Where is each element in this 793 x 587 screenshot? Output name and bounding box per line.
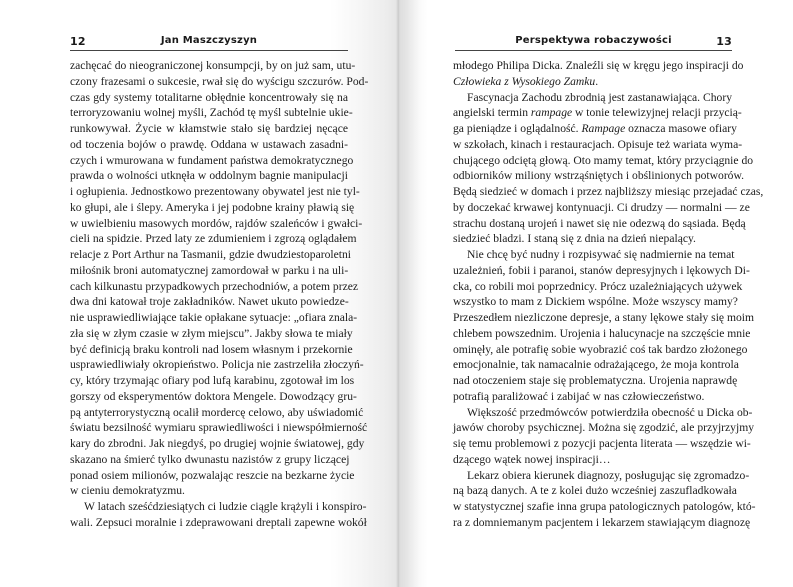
text-line: gorszy od eksperymentów doktora Mengele. Dowodzący gru- [70, 389, 357, 403]
text-line: wali. Zepsuci moralnie i zdeprawowani dreptali zapewne wokół [70, 515, 367, 529]
text-line: czas gdy systemy totalitarne obłędnie koncentrowały się na [70, 90, 348, 104]
chapter-title: Perspektywa robaczywości [515, 35, 672, 46]
text-line: emocjonalnie, tak namacalnie odrażającego, że moja kontrola [453, 358, 739, 372]
page-number: 12 [70, 35, 86, 48]
text-line: w szkołach, kinach i restauracjach. Opisuje też wariata wyma- [453, 137, 743, 151]
author-name: Jan Maszczyszyn [160, 35, 258, 46]
text-line: Fascynacja Zachodu zbrodnią jest zastanawiająca. Chory [467, 90, 732, 104]
page-number: 13 [716, 35, 732, 48]
right-page [398, 0, 793, 587]
punctuation: . [595, 74, 599, 88]
text-segment: w tonie telewizyjnej relacji przycią- [572, 106, 742, 120]
text-line: uzależnień, fobii i paranoi, stanów depresyjnych i lękowych Di- [453, 263, 750, 277]
text-line: czony frazesami o sukcesie, rwał się do wyścigu szczurów. Pod- [70, 74, 369, 88]
text-line: i ogłupienia. Jednostkowo prezentowany obywatel jest nie tyl- [70, 185, 360, 198]
text-line: Będą siedzieć w domach i przez najbliższy miesiąc przejadać czas, [453, 185, 764, 198]
text-line: ominęły, ale potrafię sobie wyobrazić coś tak bardzo złożonego [453, 342, 748, 356]
text-line: potrafią paraliżować i zabijać w nas człowieczeństwo. [453, 389, 705, 403]
text-line: skazano na śmierć tylko dwunastu nazistów z grupy liczącej [70, 452, 350, 466]
text-line: ną bazą danych. A te z kolei dużo wcześniej zaszufladkowała [453, 484, 737, 498]
text-line: Nie chcę być nudny i rozpisywać się nadmiernie na temat [467, 248, 735, 261]
text-line: młodego Philipa Dicka. Znaleźli się w kręgu jego inspiracji do [453, 59, 744, 72]
text-line: ponad osiem milionów, pozwalając reszcie na bezkarne życie [70, 468, 355, 482]
text-line: miłośnik broni automatycznej zamordował w parku i na uli- [70, 263, 349, 277]
italic-term: rampage [530, 106, 573, 120]
text-segment: angielski termin [453, 106, 531, 120]
text-line: nie usprawiedliwiające takie opłakane sytuacje: „ofiara znala- [70, 311, 358, 324]
left-running-head [70, 34, 348, 51]
text-line [453, 74, 732, 90]
right-running-head [455, 34, 732, 51]
text-line: cy, który trzymając ofiary pod lufą karabinu, zgotował im los [70, 374, 355, 387]
text-line: światu bezsilność wymiaru sprawiedliwości i niewspółmierność [70, 421, 368, 435]
text-line: się temu problemowi z pozycji pacjenta literata — wszędzie wi- [453, 437, 751, 450]
text-line: by doczekać krwawej kontynuacji. Ci drudzy — normalni — ze [453, 200, 750, 214]
text-line [453, 105, 742, 121]
text-line: zachęcać do nieograniczonej konsumpcji, by on już sam, utu- [70, 59, 356, 72]
text-line: chującego odciętą głową. Oto mamy temat, który przyciągnie do [453, 153, 754, 167]
text-line: Większość przedmówców potwierdziła obecność u Dicka ob- [467, 405, 753, 419]
text-line: chlebem powszednim. Urojenia i halucynacje na szczęście mnie [453, 326, 751, 340]
text-line: być definicją braku kontroli nad losem własnym i przekornie [70, 342, 353, 356]
text-line: kary do zbrodni. Jak niegdyś, po drugiej wojnie światowej, gdy [70, 437, 365, 450]
text-line: terroryzowaniu wolnej myśli, Zachód tę myśl subtelnie ukie- [70, 106, 353, 120]
text-line: dzącego wątek nowej inspiracji… [453, 452, 611, 466]
text-line: jawów choroby psychicznej. Można się zgodzić, ale przyjrzyjmy [453, 421, 755, 435]
text-line: Lekarz obiera kierunek diagnozy, posługując się zgromadzo- [467, 468, 750, 482]
text-segment: ga pieniądze i oglądalność. [453, 122, 582, 135]
text-line: w cieniu demokratyzmu. [70, 484, 185, 498]
text-line: ko głupi, ale i ślepy. Ameryka i jej podobne krainy pławią się [70, 200, 355, 214]
text-line: nad otoczeniem staje się problematyczna. Urojenia naprawdę [453, 374, 738, 387]
text-line: cach kilkunastu przypadkowych przechodniów, a potem przez [70, 279, 359, 293]
text-line: odbiorników miliony wstrząśniętych i obślinionych potworów. [453, 169, 744, 183]
text-line: Przeszedłem niezliczone depresje, a stany lękowe stały się moim [453, 311, 755, 324]
text-line: prawda o wolności utknęła w oddolnym bagnie manipulacji [70, 169, 348, 183]
book-title-italic: Człowieka z Wysokiego Zamku [453, 74, 596, 88]
text-line [453, 121, 737, 137]
text-line: usprawiedliwiały okropieństwo. Policja nie zastrzeliła złoczyń- [70, 358, 364, 372]
text-line: siedzieć bladzi. I staną się z dnia na dzień niepalący. [453, 232, 696, 246]
text-line: strachu dostaną urojeń i nawet się nie odezwą do sąsiada. Będą [453, 216, 746, 230]
text-line: wszystko to mam z Dickiem wspólne. Może wszyscy mamy? [453, 295, 738, 309]
left-body-text [70, 58, 369, 531]
text-line: w statystycznej szafie inna grupa patologicznych patologów, któ- [453, 500, 756, 513]
text-line: pą antyterrorystyczną ocalił mordercę celowo, aby uświadomić [70, 405, 364, 419]
right-body-text [453, 58, 764, 531]
italic-term: Rampage [581, 122, 626, 135]
text-line: zła się w złym czasie w złym miejscu”. Jakby słowa te miały [70, 326, 353, 340]
text-line: cieli na spidzie. Przed laty ze zdumieniem i zgrozą oglądałem [70, 232, 357, 246]
text-line: runkowywał. Życie w kłamstwie stało się bardziej nęcące [70, 122, 348, 135]
text-segment: oznacza masowe ofiary [625, 122, 737, 135]
text-line: cka, co robili moi poprzednicy. Prócz uzależniających używek [453, 279, 743, 293]
text-line: W latach sześćdziesiątych ci ludzie ciągle krążyli i konspiro- [84, 500, 367, 513]
text-line: czych i wmurowana w fundament państwa demokratycznego [70, 153, 354, 167]
text-line: relacje z Port Arthur na Tasmanii, gdzie dwudziestoparoletni [70, 248, 352, 261]
text-line: ra z domniemanym pacjentem i lekarzem stawiającym diagnozę [453, 515, 751, 529]
text-line: w uwielbieniu masowych mordów, rajdów szaleńców i gwałci- [70, 216, 363, 230]
text-line: dwa dni katował troje zakładników. Nawet ukuto powiedze- [70, 295, 349, 309]
text-line: od toczenia bojów o prawdę. Oddana w ustawach zasadni- [70, 137, 348, 151]
